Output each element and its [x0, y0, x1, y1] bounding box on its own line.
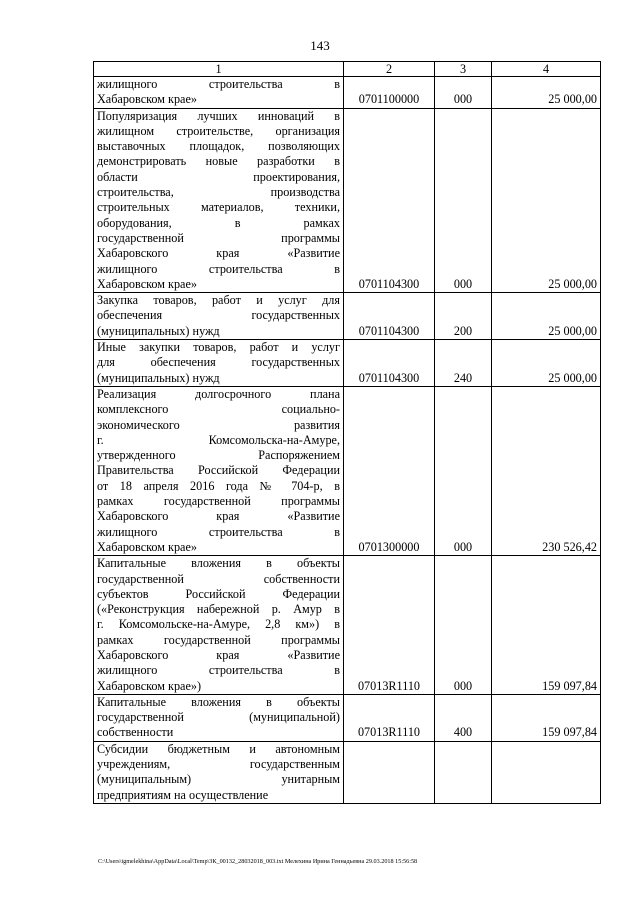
row-name-line: Хабаровском крае»	[97, 276, 197, 291]
row-type: 000	[435, 386, 492, 555]
budget-table	[93, 61, 601, 804]
row-name-line: Хабаровского края «Развитие	[97, 509, 340, 524]
row-name-line: области проектирования,	[97, 169, 340, 184]
row-name-line: г. Комсомольска-на-Амуре,	[97, 432, 340, 447]
row-amount	[492, 741, 601, 803]
table-row	[94, 741, 601, 803]
table-row	[94, 694, 601, 741]
row-name-line: экономического развития	[97, 417, 340, 432]
row-name-line: демонстрировать новые разработки в	[97, 154, 340, 169]
row-code: 0701300000	[344, 386, 435, 555]
row-type	[435, 741, 492, 803]
row-name-line: предприятиям на осуществление	[97, 787, 269, 802]
row-code: 0701104300	[344, 108, 435, 293]
row-code	[344, 741, 435, 803]
row-name-line: Закупка товаров, работ и услуг для	[97, 293, 340, 308]
row-name-line: («Реконструкция набережной р. Амур в	[97, 602, 340, 617]
table-header-row	[94, 62, 601, 77]
row-name-line: Хабаровском крае»	[97, 92, 197, 107]
row-name-line: от 18 апреля 2016 года № 704-р, в	[97, 478, 340, 493]
row-name	[94, 293, 344, 340]
row-amount: 159 097,84	[492, 556, 601, 695]
row-name-line: выставочных площадок, позволяющих	[97, 139, 340, 154]
table-body	[94, 77, 601, 804]
row-amount: 25 000,00	[492, 340, 601, 387]
row-type: 400	[435, 694, 492, 741]
row-name-line: Капитальные вложения в объекты	[97, 556, 340, 571]
row-name-line: жилищного строительства в	[97, 77, 340, 91]
table-row	[94, 340, 601, 387]
row-name-line: для обеспечения государственных	[97, 355, 340, 370]
row-name	[94, 694, 344, 741]
row-name-line: Правительства Российской Федерации	[97, 463, 340, 478]
table-row	[94, 556, 601, 695]
row-name-line: Хабаровском крае»	[97, 539, 197, 554]
header-col-type: 3	[435, 62, 492, 77]
row-name-line: государственной (муниципальной)	[97, 710, 340, 725]
header-col-code: 2	[344, 62, 435, 77]
row-name	[94, 340, 344, 387]
row-name-line: комплексного социально-	[97, 402, 340, 417]
row-name	[94, 741, 344, 803]
row-type: 000	[435, 108, 492, 293]
row-name-line: государственной программы	[97, 230, 340, 245]
row-name	[94, 556, 344, 695]
row-name-line: (муниципальных) нужд	[97, 323, 220, 338]
row-amount: 25 000,00	[492, 108, 601, 293]
row-code: 07013R1110	[344, 694, 435, 741]
row-name-line: Капитальные вложения в объекты	[97, 694, 340, 709]
row-amount: 25 000,00	[492, 77, 601, 109]
row-name-line: государственной собственности	[97, 571, 340, 586]
row-amount: 159 097,84	[492, 694, 601, 741]
row-name-line: (муниципальным) унитарным	[97, 772, 340, 787]
header-col-amount: 4	[492, 62, 601, 77]
row-name-line: жилищного строительства в	[97, 663, 340, 678]
page-number: 143	[310, 38, 330, 53]
row-name	[94, 77, 344, 109]
header-col-name: 1	[94, 62, 344, 77]
row-name-line: Хабаровского края «Развитие	[97, 647, 340, 662]
row-name	[94, 108, 344, 293]
table-row	[94, 108, 601, 293]
row-name-line: обеспечения государственных	[97, 308, 340, 323]
row-name-line: жилищного строительства в	[97, 524, 340, 539]
row-name-line: собственности	[97, 725, 174, 740]
row-name-line: утвержденного Распоряжением	[97, 448, 340, 463]
row-code: 0701104300	[344, 340, 435, 387]
table-row	[94, 386, 601, 555]
row-name-line: Хабаровского края «Развитие	[97, 246, 340, 261]
row-name-line: Субсидии бюджетным и автономным	[97, 741, 340, 756]
row-name-line: субъектов Российской Федерации	[97, 586, 340, 601]
row-name-line: г. Комсомольске-на-Амуре, 2,8 км») в	[97, 617, 340, 632]
row-name-line: (муниципальных) нужд	[97, 370, 220, 385]
row-type: 000	[435, 556, 492, 695]
row-type: 200	[435, 293, 492, 340]
row-code: 0701104300	[344, 293, 435, 340]
row-amount: 25 000,00	[492, 293, 601, 340]
row-name-line: Реализация долгосрочного плана	[97, 386, 340, 401]
row-type: 240	[435, 340, 492, 387]
row-name-line: строительства, производства	[97, 185, 340, 200]
table-row	[94, 293, 601, 340]
row-code: 0701100000	[344, 77, 435, 109]
row-name	[94, 386, 344, 555]
row-name-line: жилищного строительства в	[97, 261, 340, 276]
row-name-line: жилищном строительстве, организация	[97, 123, 340, 138]
row-name-line: Иные закупки товаров, работ и услуг	[97, 340, 340, 355]
row-name-line: строительных материалов, техники,	[97, 200, 340, 215]
row-name-line: рамках государственной программы	[97, 494, 340, 509]
footer-file-path: C:\Users\igmelekhina\AppData\Local\Temp\ЗК_00132_28032018_003.txt Мелехина Ирина Геннадьевна 29.03.2018 15:56:58	[98, 858, 418, 865]
row-amount: 230 526,42	[492, 386, 601, 555]
row-name-line: рамках государственной программы	[97, 632, 340, 647]
row-code: 07013R1110	[344, 556, 435, 695]
table-row	[94, 77, 601, 109]
row-type: 000	[435, 77, 492, 109]
row-name-line: Хабаровском крае»)	[97, 678, 202, 693]
row-name-line: Популяризация лучших инноваций в	[97, 108, 340, 123]
row-name-line: оборудования, в рамках	[97, 215, 340, 230]
row-name-line: учреждениям, государственным	[97, 757, 340, 772]
